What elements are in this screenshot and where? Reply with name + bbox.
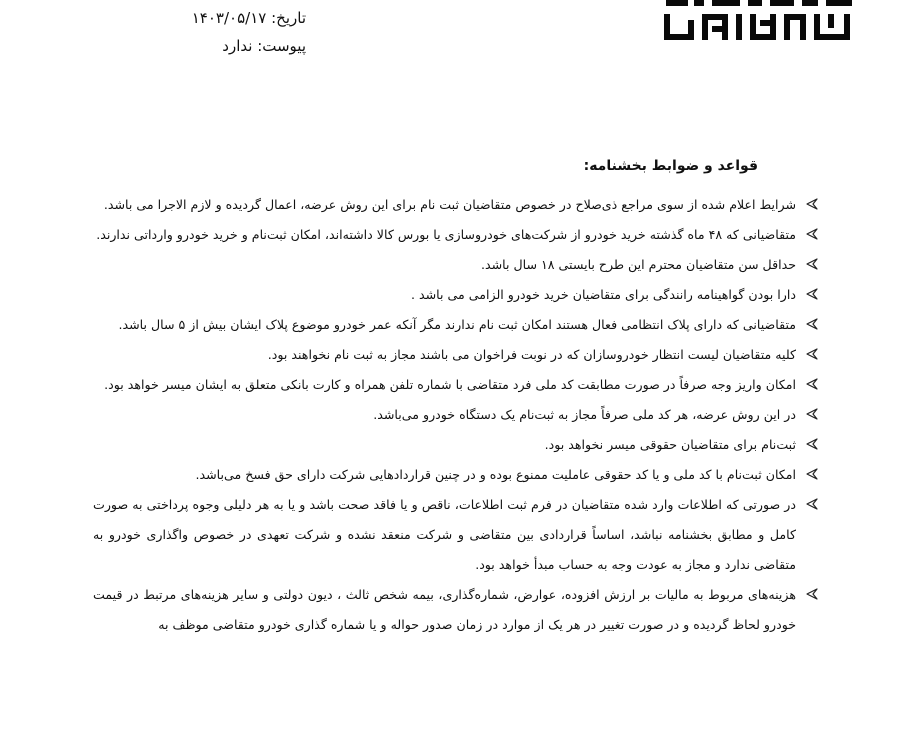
company-logo xyxy=(660,0,860,44)
arrow-bullet-icon xyxy=(806,198,818,210)
rule-text: در صورتی که اطلاعات وارد شده متقاضیان در فرم ثبت اطلاعات، ناقص و یا فاقد صحت باشد و یا به هر دلیلی وجوه پرداختی به صورت کامل و مطابق بخشنامه نباشد، اساساً قراردادی بین متقاضی و شرکت منعقد نشده و شرکت تعهدی در خصوص واگذاری خودرو به متقاضی ندارد و مجاز به عودت وجه به حساب مبدأ خواهد بود. xyxy=(93,497,796,572)
rule-item xyxy=(93,460,818,490)
arrow-bullet-icon xyxy=(806,498,818,510)
rule-item xyxy=(93,220,818,250)
rule-item xyxy=(93,310,818,340)
rule-text: متقاضیانی که دارای پلاک انتظامی فعال هستند امکان ثبت نام ندارند مگر آنکه عمر خودرو موضوع پلاک ایشان بیش از ۵ سال باشد. xyxy=(118,317,796,332)
rules-list xyxy=(93,190,818,640)
rule-item xyxy=(93,340,818,370)
rule-item xyxy=(93,370,818,400)
rule-text: کلیه متقاضیان لیست انتظار خودروسازان که در نوبت فراخوان می باشند مجاز به ثبت نام نخواهند بود. xyxy=(267,347,796,362)
date-label: تاریخ: xyxy=(271,9,306,27)
rule-text: حداقل سن متقاضیان محترم این طرح بایستی ۱۸ سال باشد. xyxy=(480,257,796,272)
attachment-row xyxy=(146,32,306,60)
rule-text: امکان واریز وجه صرفاً در صورت مطابقت کد ملی فرد متقاضی با شماره تلفن همراه و کارت بانکی متعلق به ایشان میسر خواهد بود. xyxy=(104,377,796,392)
attachment-value: ندارد xyxy=(222,37,253,55)
arrow-bullet-icon xyxy=(806,258,818,270)
rule-item xyxy=(93,400,818,430)
date-row xyxy=(146,4,306,32)
date-value: ۱۴۰۳/۰۵/۱۷ xyxy=(191,9,267,27)
rule-item xyxy=(93,190,818,220)
rule-text: هزینه‌های مربوط به مالیات بر ارزش افزوده، عوارض، شماره‌گذاری، بیمه شخص ثالث ، دیون دولتی و سایر هزینه‌های مرتبط در قیمت خودرو لحاظ گردیده و در صورت تغییر در هر یک از موارد در زمان صدور حواله و یا شماره گذاری خودرو متقاضی موظف به xyxy=(93,587,796,632)
rule-text: امکان ثبت‌نام با کد ملی و یا کد حقوقی عاملیت ممنوع بوده و در چنین قراردادهایی شرکت دارای حق فسخ می‌باشد. xyxy=(195,467,796,482)
rule-text: ثبت‌نام برای متقاضیان حقوقی میسر نخواهد بود. xyxy=(544,437,796,452)
attachment-label: پیوست: xyxy=(257,37,306,55)
rule-item xyxy=(93,250,818,280)
arrow-bullet-icon xyxy=(806,318,818,330)
rule-text: شرایط اعلام شده از سوی مراجع ذی‌صلاح در خصوص متقاضیان ثبت نام برای این روش عرضه، اعمال گردیده و لازم الاجرا می باشد. xyxy=(103,197,796,212)
arrow-bullet-icon xyxy=(806,588,818,600)
arrow-bullet-icon xyxy=(806,408,818,420)
arrow-bullet-icon xyxy=(806,468,818,480)
arrow-bullet-icon xyxy=(806,228,818,240)
arrow-bullet-icon xyxy=(806,438,818,450)
rule-text: متقاضیانی که ۴۸ ماه گذشته خرید خودرو از شرکت‌های خودروسازی یا بورس کالا داشته‌اند، امکان ثبت‌نام و خرید خودرو وارداتی ندارند. xyxy=(96,227,796,242)
arrow-bullet-icon xyxy=(806,348,818,360)
rule-item xyxy=(93,280,818,310)
rule-item xyxy=(93,430,818,460)
rule-text: در این روش عرضه، هر کد ملی صرفاً مجاز به ثبت‌نام یک دستگاه خودرو می‌باشد. xyxy=(373,407,796,422)
rule-text: دارا بودن گواهینامه رانندگی برای متقاضیان خرید خودرو الزامی می باشد . xyxy=(411,287,796,302)
letter-meta xyxy=(146,4,306,60)
arrow-bullet-icon xyxy=(806,288,818,300)
arrow-bullet-icon xyxy=(806,378,818,390)
section-title: قواعد و ضوابط بخشنامه: xyxy=(583,158,758,174)
rule-item xyxy=(93,490,818,580)
rule-item xyxy=(93,580,818,640)
